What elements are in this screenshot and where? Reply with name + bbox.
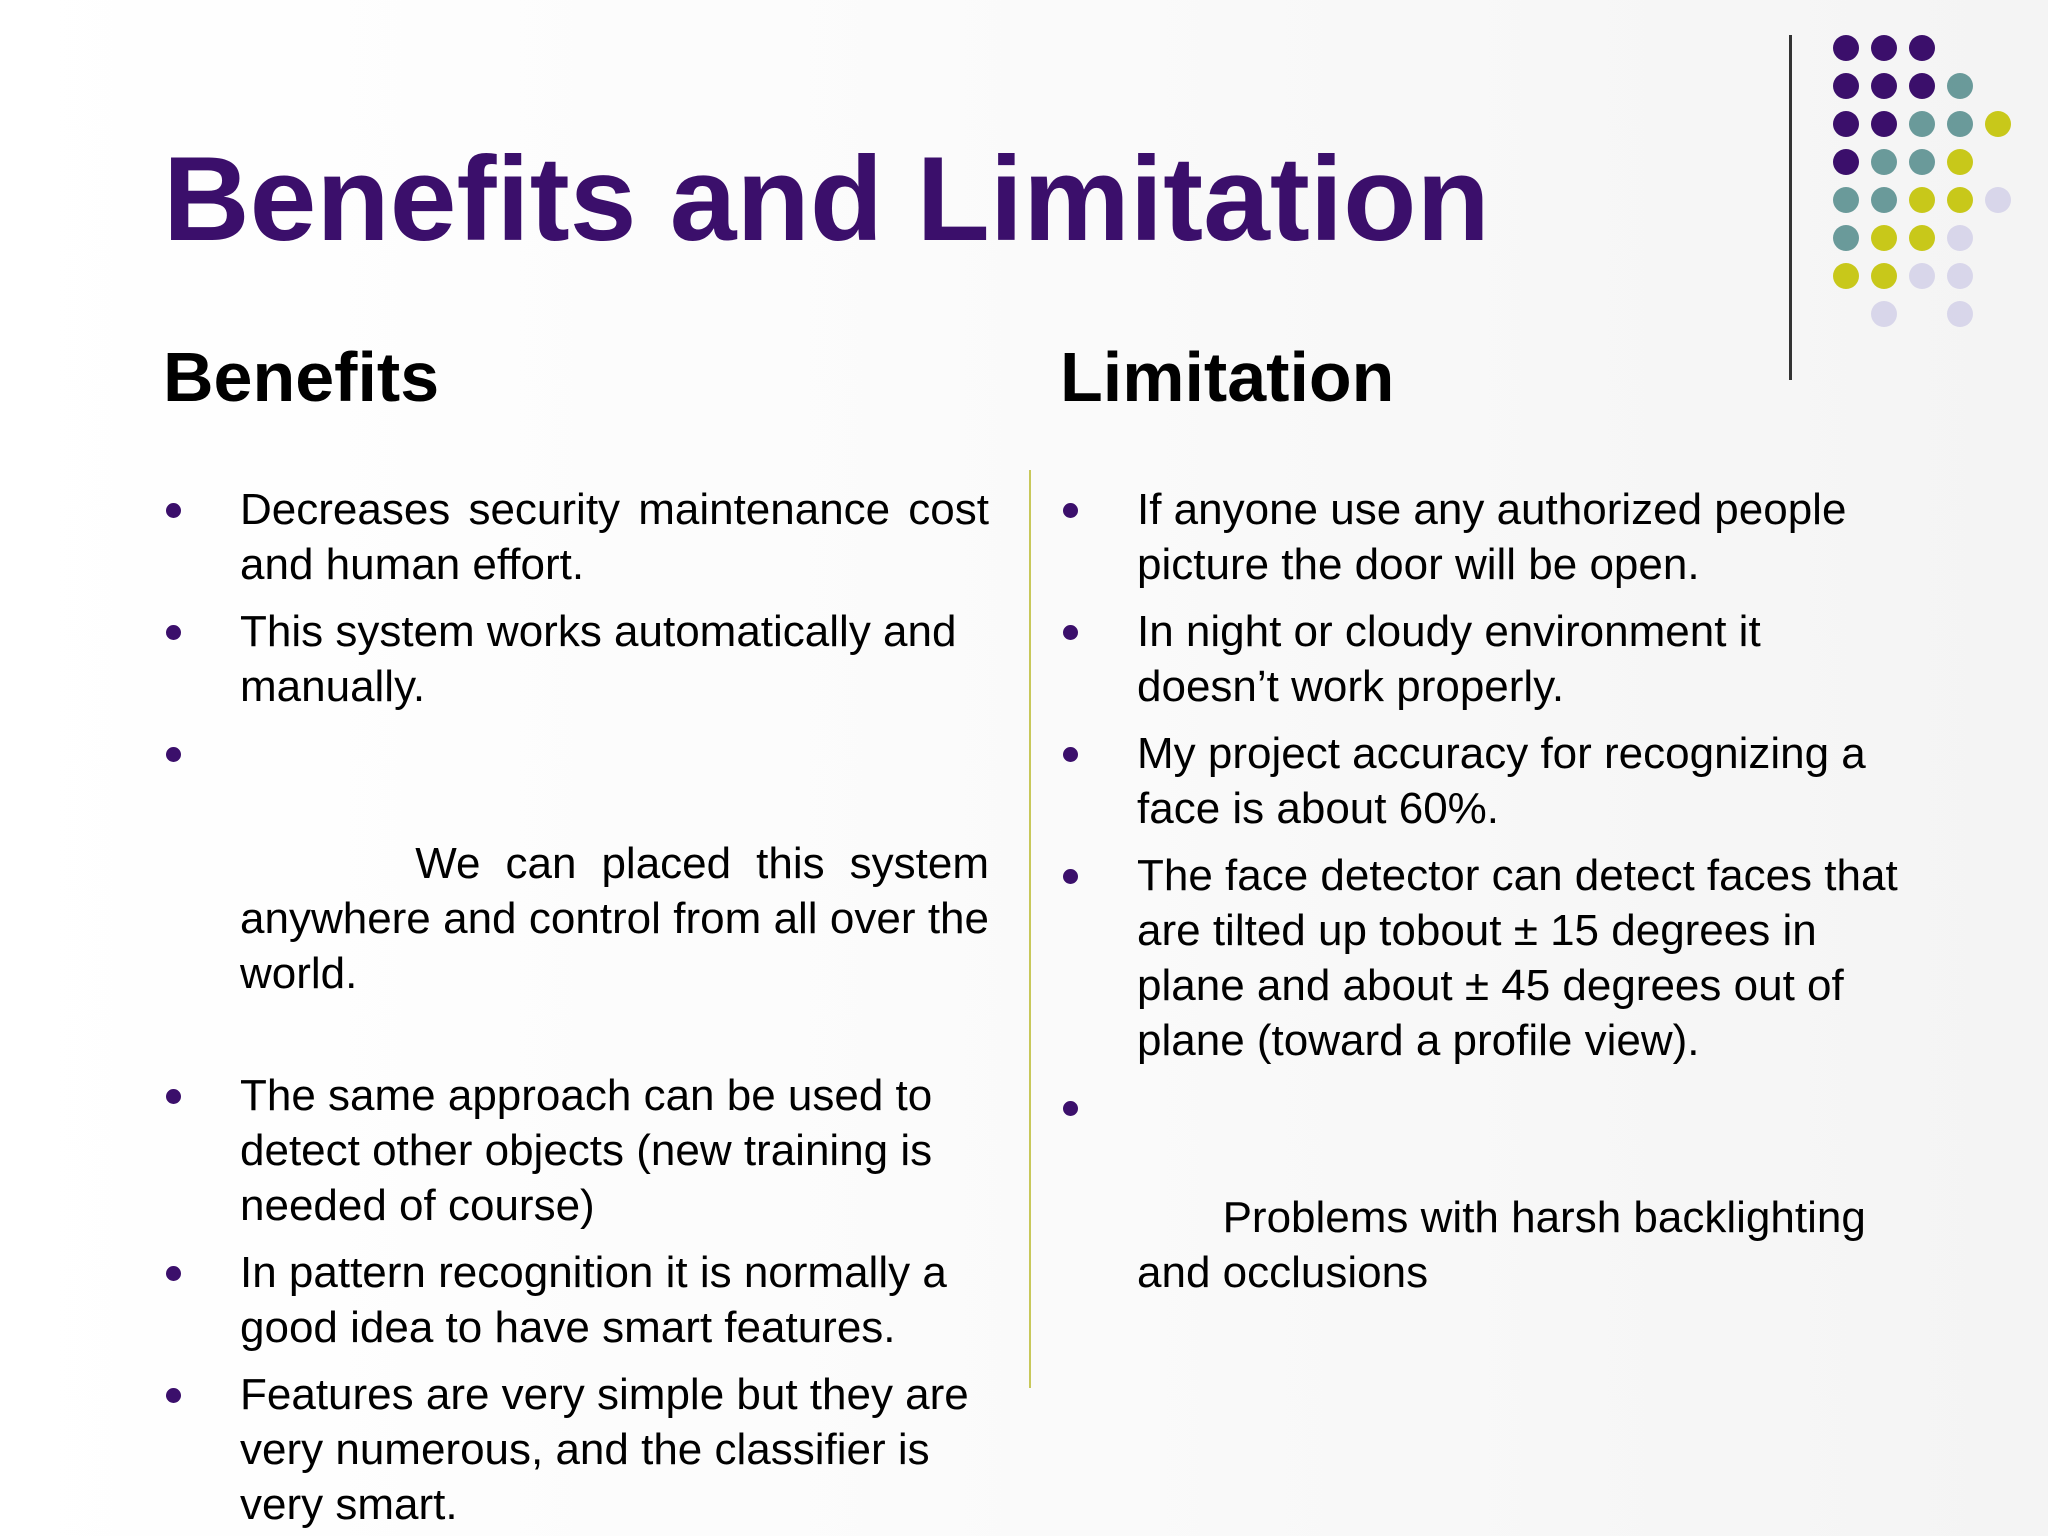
bullet-icon [1063,869,1078,884]
column-divider [1029,470,1031,1388]
decorative-dot-lavender [1947,263,1973,289]
bullet-icon [166,1388,181,1403]
decorative-dot-purple [1833,73,1859,99]
benefit-text: This system works automatically and manually. [240,607,957,711]
list-item [1060,848,1900,1068]
decorative-dot-yellow [1985,111,2011,137]
bullet-icon [166,1266,181,1281]
decorative-dot-teal [1909,149,1935,175]
benefit-text: Features are very simple but they are very numerous, and the classifier is very smart. [240,1370,969,1529]
decorative-dot-teal [1947,73,1973,99]
benefit-text: The same approach can be used to detect other objects (new training is needed of course) [240,1071,933,1230]
bullet-icon [166,747,181,762]
list-item [163,726,1002,1056]
bullet-icon [166,1089,181,1104]
list-item [1060,604,1900,714]
decorative-dot-teal [1833,187,1859,213]
decorative-dot-purple [1871,73,1897,99]
slide-title: Benefits and Limitation [163,132,1490,266]
decorative-dot-purple [1833,111,1859,137]
limitation-text: In night or cloudy environment it doesn’t work properly. [1137,607,1761,711]
decorative-dot-yellow [1871,263,1897,289]
decorative-dot-teal [1871,149,1897,175]
decorative-dot-lavender [1909,263,1935,289]
decorative-dot-yellow [1947,149,1973,175]
decorative-dot-yellow [1947,187,1973,213]
benefits-heading: Benefits [163,338,440,416]
decorative-dot-lavender [1985,187,2011,213]
decorative-dot-lavender [1947,225,1973,251]
decorative-dot-purple [1871,111,1897,137]
list-item [1060,1080,1900,1355]
benefit-text: In pattern recognition it is normally a good idea to have smart features. [240,1248,947,1352]
list-item [163,1367,989,1532]
list-item [163,482,989,592]
decorative-dot-purple [1871,35,1897,61]
bullet-icon [166,625,181,640]
decorative-dot-lavender [1947,301,1973,327]
decorative-dot-purple [1833,35,1859,61]
bullet-icon [166,503,181,518]
benefit-text: Decreases security maintenance cost and human effort. [240,485,989,589]
decorative-dot-yellow [1871,225,1897,251]
bullet-icon [1063,1101,1078,1116]
corner-vertical-rule [1789,35,1792,380]
list-item [163,1245,989,1355]
limitation-text: The face detector can detect faces that are tilted up tobout ± 15 degrees in plane and about ± 45 degrees out of plane (toward a profile view). [1137,851,1898,1065]
decorative-dot-purple [1833,149,1859,175]
list-item [1060,726,1900,836]
limitation-list [1060,482,1900,1367]
decorative-dot-teal [1833,225,1859,251]
benefits-list [163,482,1002,1536]
decorative-dot-yellow [1909,187,1935,213]
list-item [163,1068,989,1233]
decorative-dot-teal [1909,111,1935,137]
decorative-dot-lavender [1871,301,1897,327]
decorative-dot-yellow [1909,225,1935,251]
list-item [1060,482,1900,592]
bullet-icon [1063,625,1078,640]
decorative-dot-yellow [1833,263,1859,289]
list-item [163,604,989,714]
decorative-dot-purple [1909,73,1935,99]
decorative-dot-teal [1947,111,1973,137]
benefit-text: We can placed this system anywhere and control from all over the world. [240,839,1002,998]
limitation-text: My project accuracy for recognizing a face is about 60%. [1137,729,1866,833]
decorative-dot-purple [1909,35,1935,61]
decorative-dot-teal [1871,187,1897,213]
bullet-icon [1063,503,1078,518]
bullet-icon [1063,747,1078,762]
limitation-heading: Limitation [1060,338,1395,416]
limitation-text: If anyone use any authorized people picture the door will be open. [1137,485,1847,589]
limitation-text: Problems with harsh backlighting and occlusions [1137,1193,1879,1297]
